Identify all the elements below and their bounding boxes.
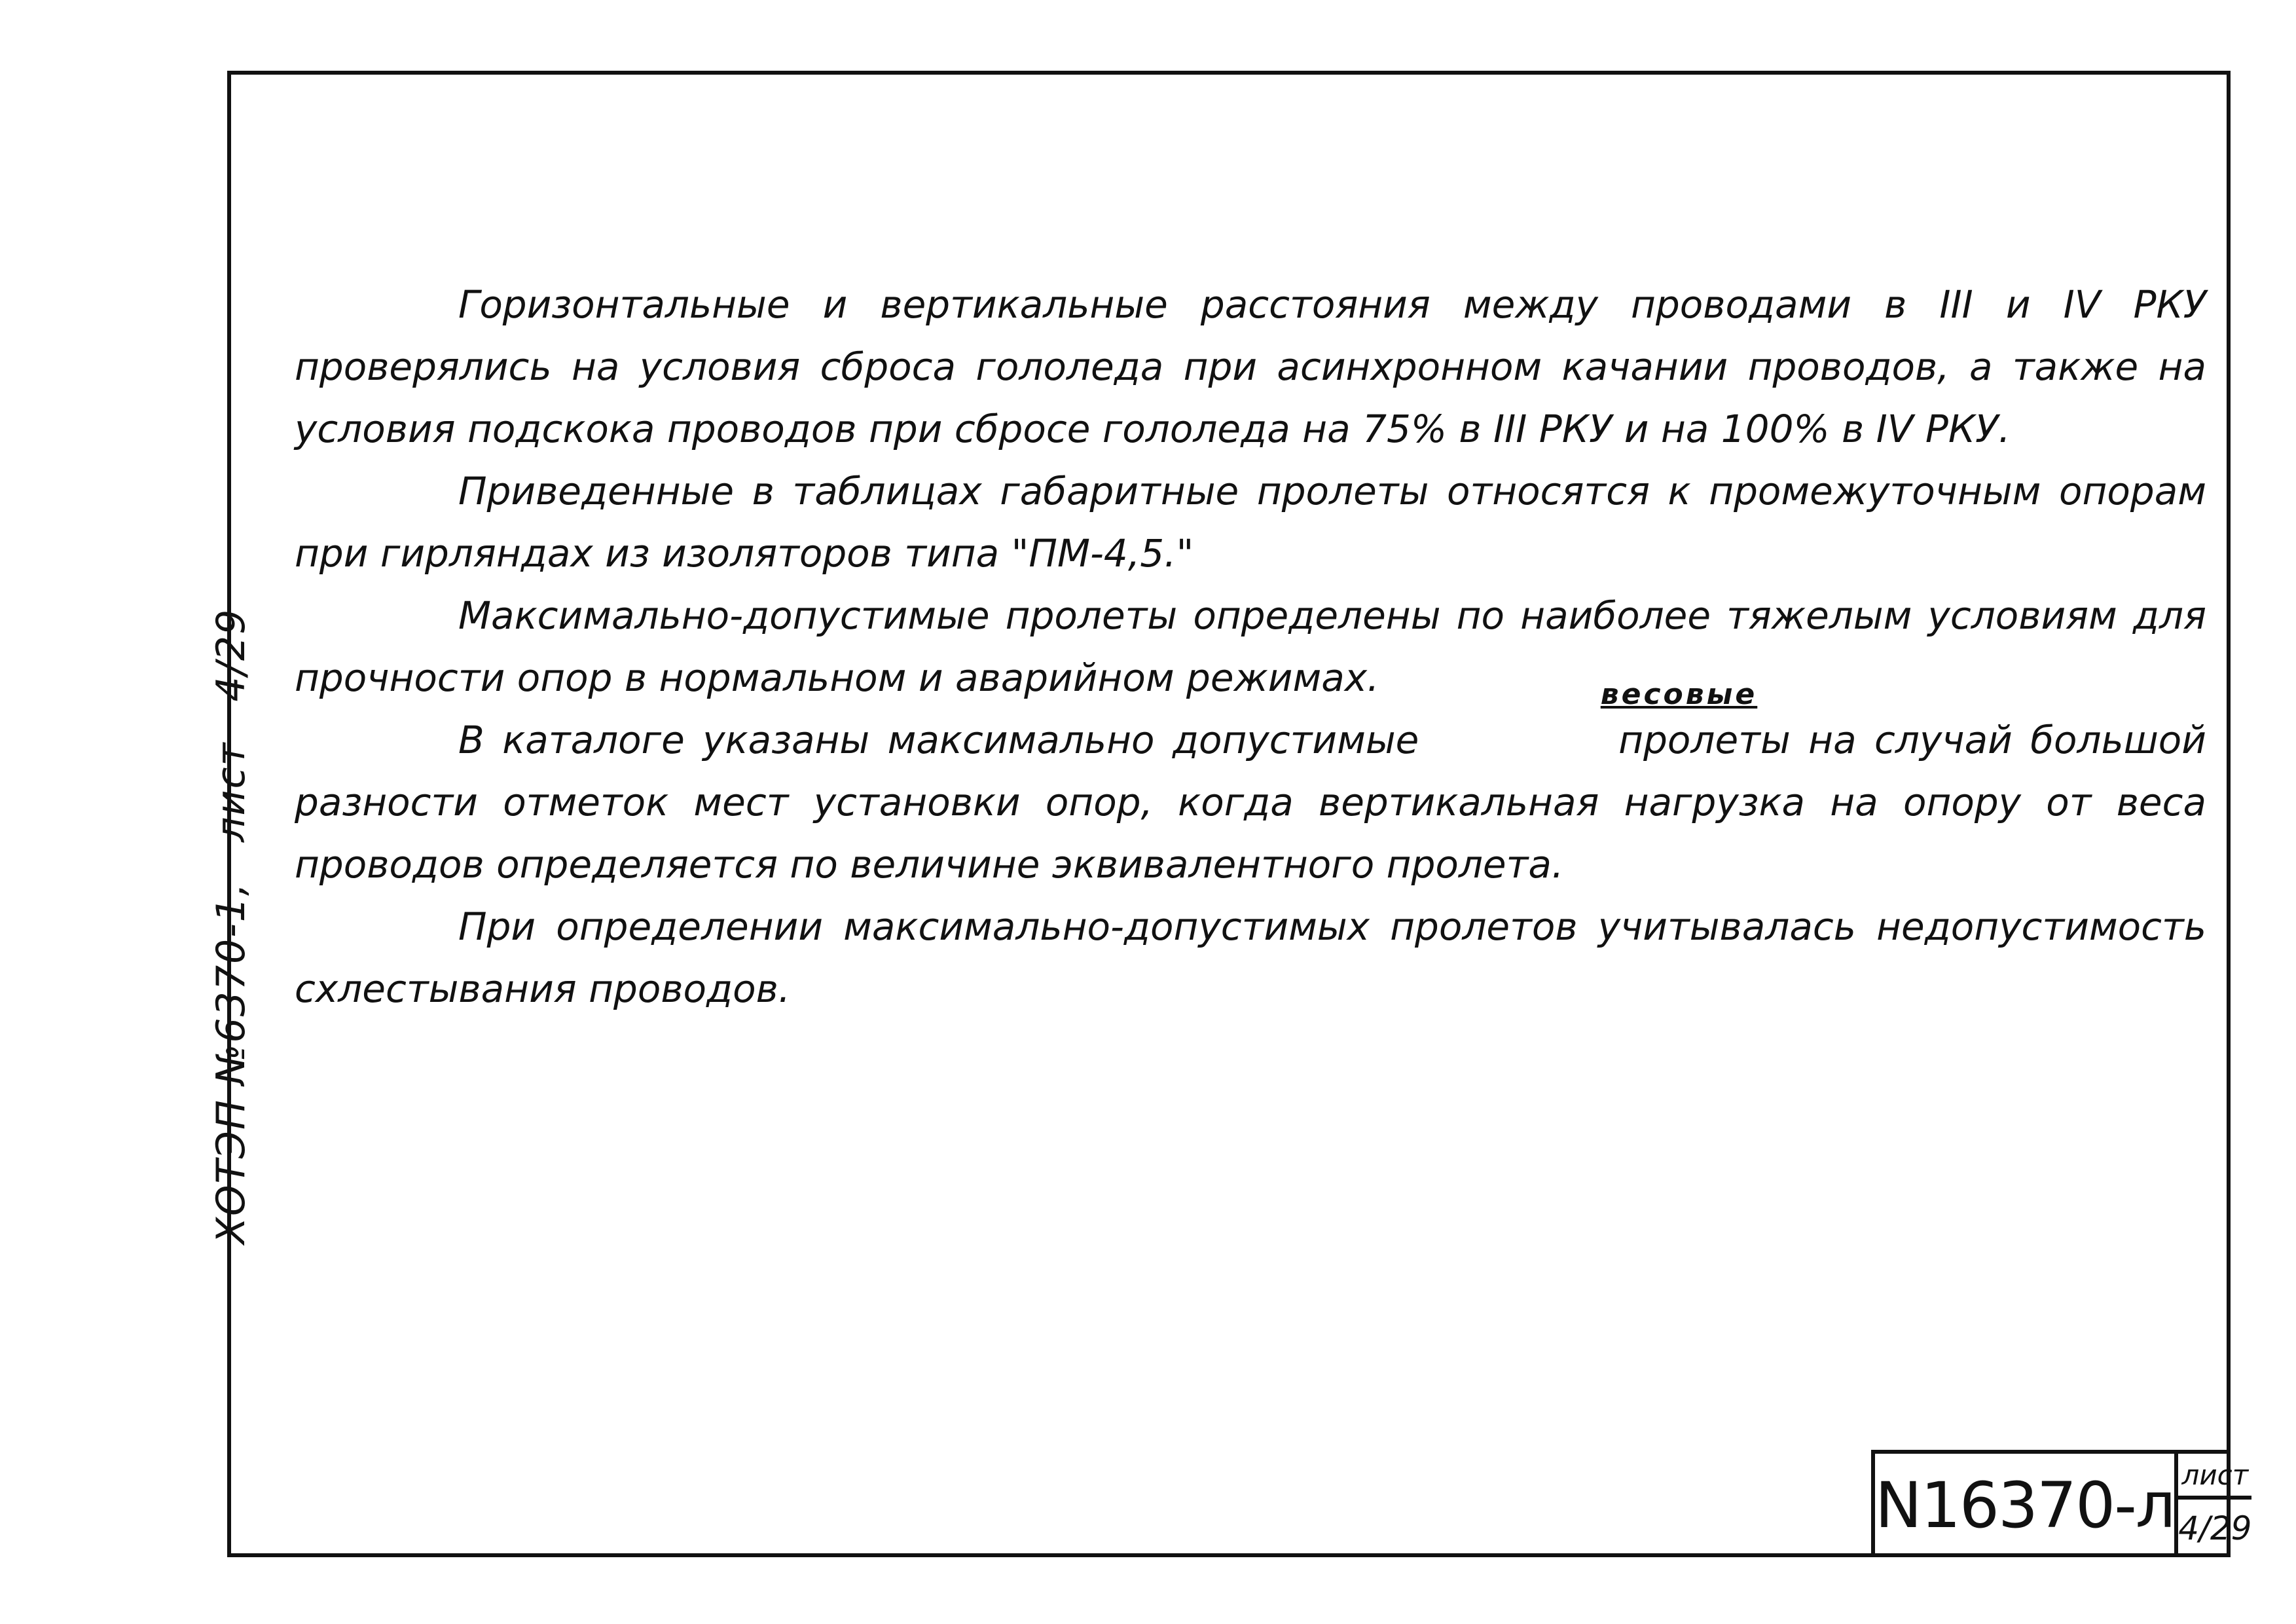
side-stamp-org: ХОТЭП №6370-1, [208,881,254,1244]
sheet-label: лист [2178,1454,2251,1500]
paragraph-4-start: В каталоге указаны максимально допустимые [458,718,1437,762]
inserted-word: весовые [1600,678,1758,711]
document-number: N16370-л [1875,1469,2175,1542]
paragraph-1: Горизонтальные и вертикальные расстояния между проводами в III и IV РКУ проверялись на условия сброса гололеда при асинхронном качании проводов, а также на условия подскока проводов при сбросе гололеда на 75% в III РКУ и на 100% в IV РКУ. [295,282,2206,451]
paragraph-4-end: пролеты на случай большой разности отметок мест установки опор, когда вертикальная нагрузка на опору от веса проводов определяется по величине эквивалентного пролета. [295,718,2206,887]
paragraph-3: Максимально-допустимые пролеты определены по наиболее тяжелым условиям для прочности опор в нормальном и аварийном режимах. [295,593,2206,700]
sheet-cell [2174,1454,2251,1557]
title-block [1871,1450,2252,1557]
body-text [295,274,2206,1020]
side-stamp-sheet-value: 4/29 [208,608,254,702]
sheet-number: 4/29 [2178,1509,2252,1547]
paragraph-2: Приведенные в таблицах габаритные пролеты относятся к промежуточным опорам при гирляндах из изоляторов типа "ПМ-4,5." [295,469,2206,576]
side-stamp-sheet-label: лист [208,741,254,842]
paragraph-5: При определении максимально-допустимых пролетов учитывалась недопустимость схлестывания проводов. [295,904,2206,1011]
inserted-word-marker [1437,678,1758,771]
paragraph-4 [295,678,2206,896]
side-stamp [208,582,254,1244]
